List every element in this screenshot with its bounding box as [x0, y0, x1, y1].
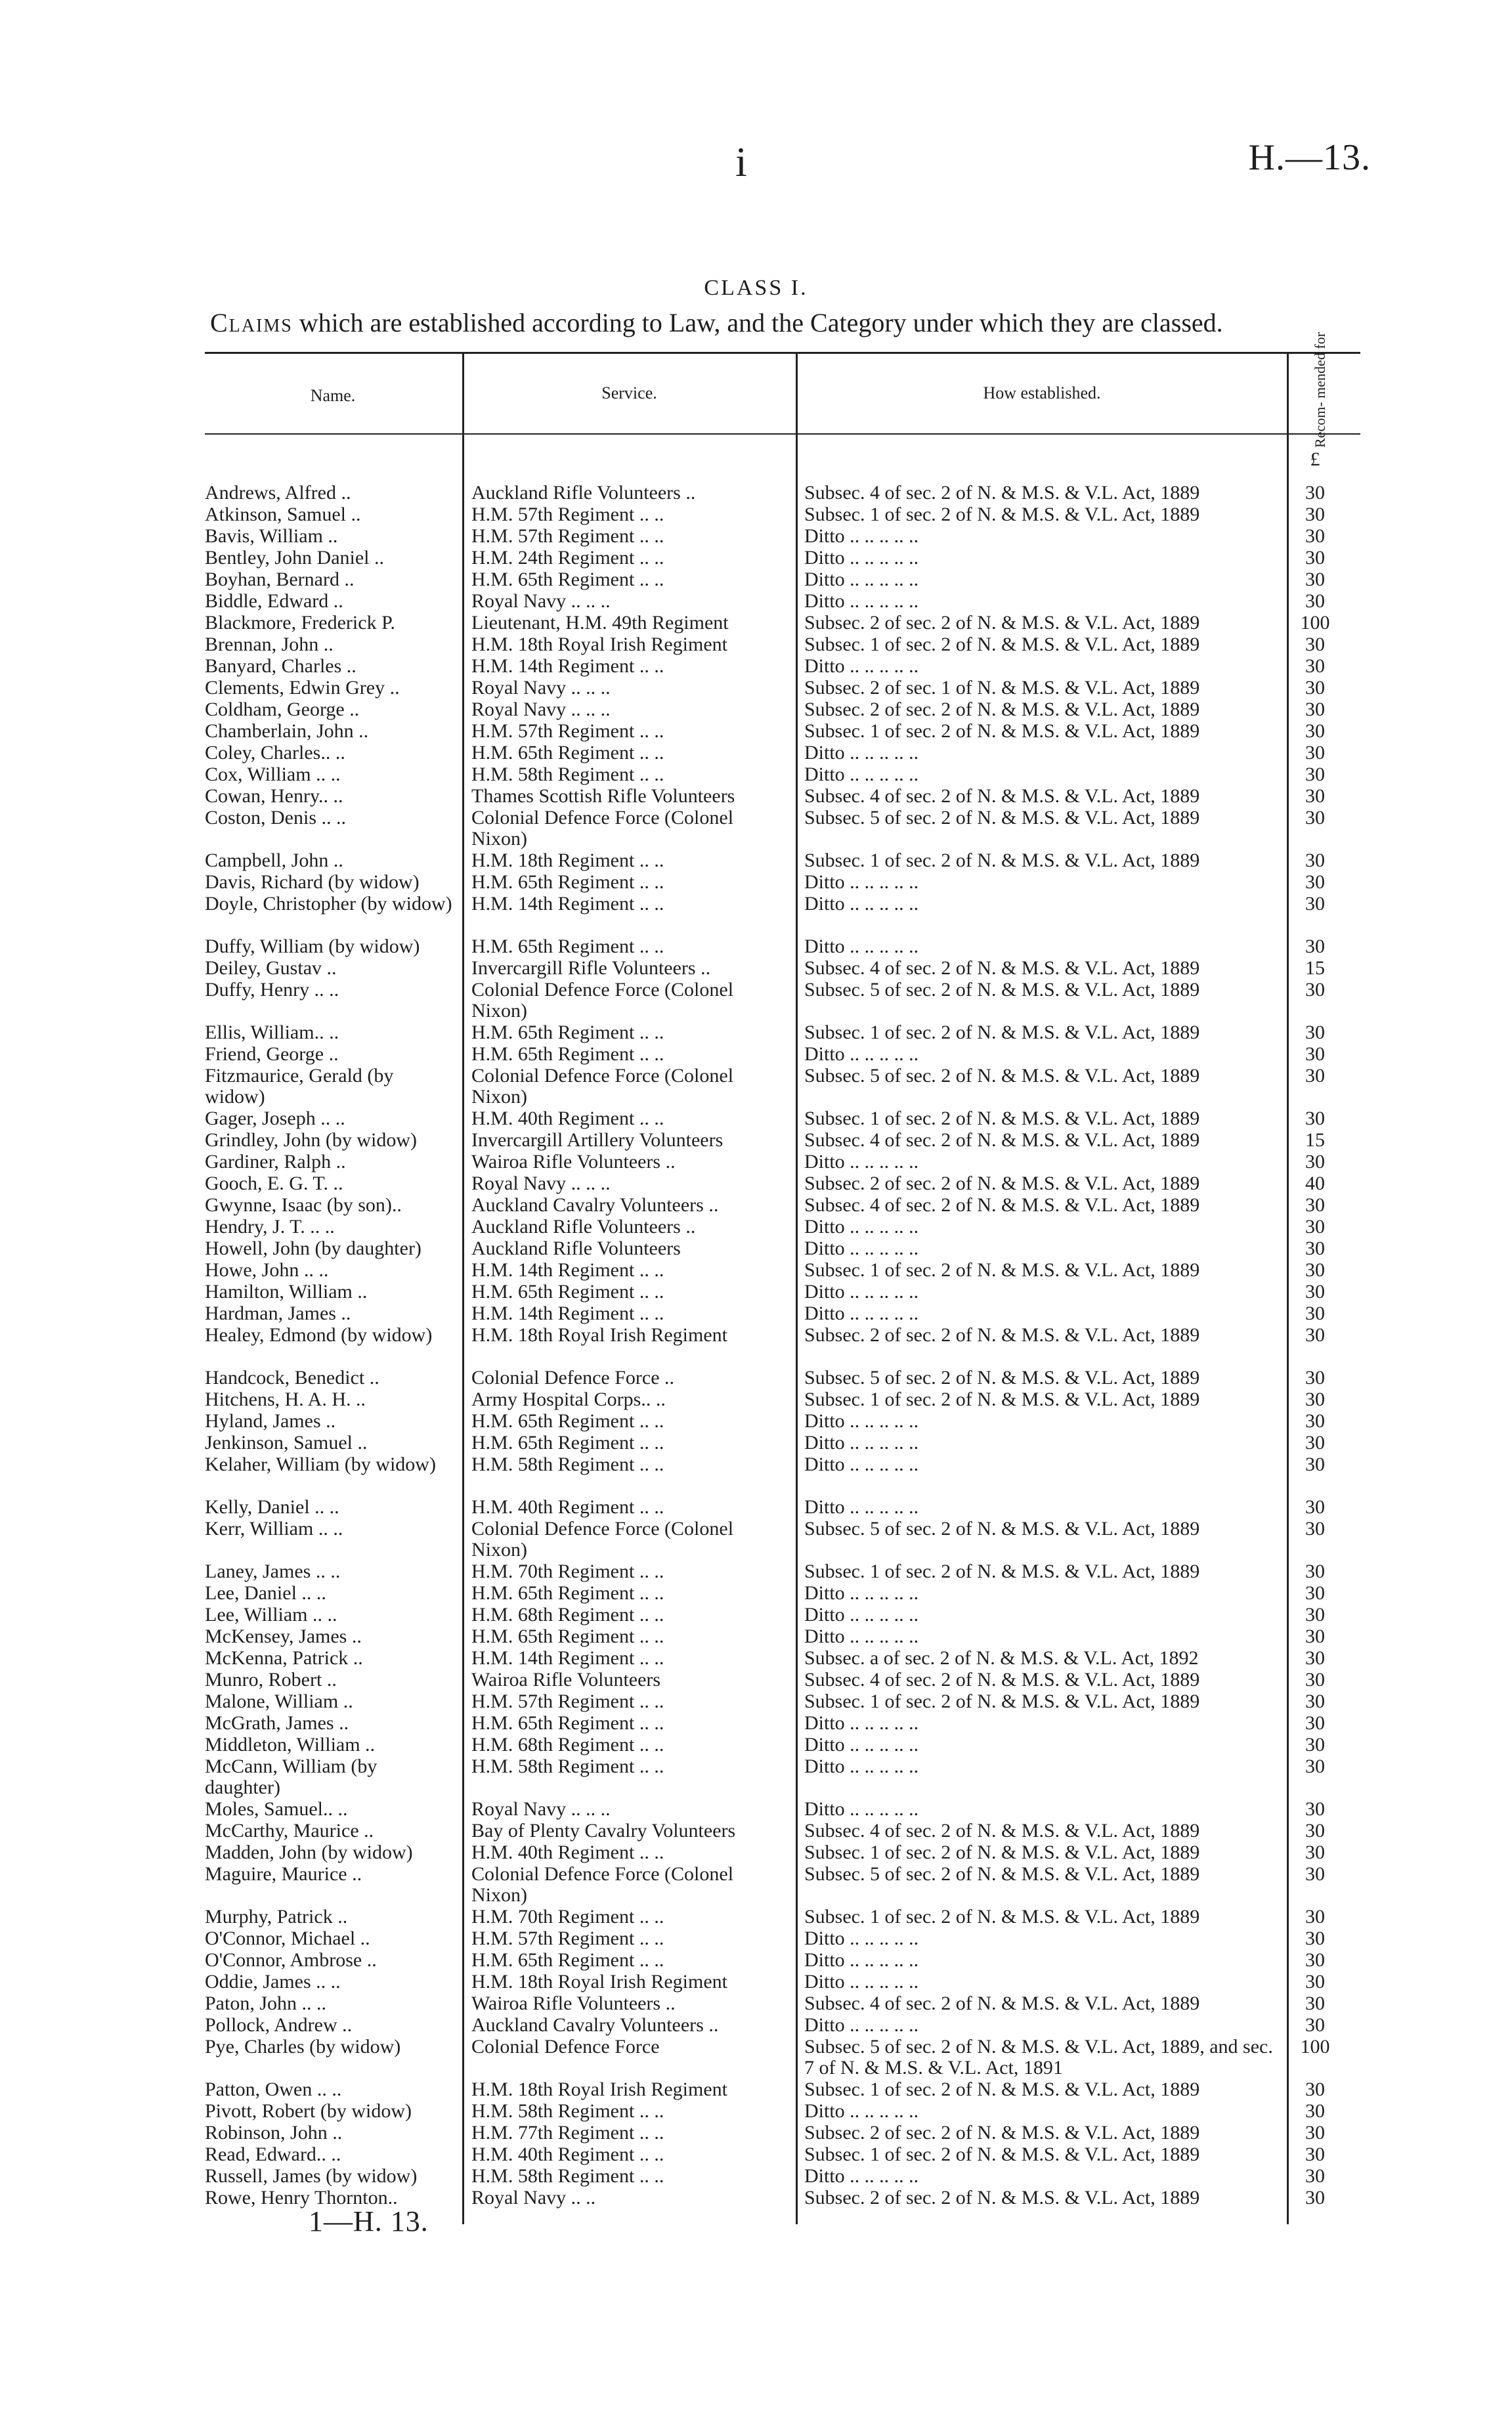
table-cell-service: Royal Navy .. .. ..	[471, 1173, 611, 1194]
table-cell-how: Subsec. 1 of sec. 2 of N. & M.S. & V.L. Act, 1889	[804, 1906, 1200, 1928]
table-cell-amount: 30	[1305, 1022, 1325, 1043]
table-cell-service: Colonial Defence Force	[471, 2036, 660, 2058]
table-cell-amount: 30	[1305, 590, 1325, 612]
table-cell-amount: 30	[1305, 1691, 1325, 1712]
table-cell-amount: 30	[1305, 1432, 1325, 1454]
table-cell-name: Clements, Edwin Grey ..	[205, 677, 400, 699]
table-cell-amount: 30	[1305, 1734, 1325, 1756]
table-cell-name: Chamberlain, John ..	[205, 720, 369, 742]
table-cell-name: Handcock, Benedict ..	[205, 1367, 379, 1389]
table-cell-name: Pye, Charles (by widow)	[205, 2036, 401, 2058]
table-cell-name: Bavis, William ..	[205, 525, 338, 547]
table-cell-how: Ditto .. .. .. .. ..	[804, 1216, 919, 1238]
table-cell-name: Hyland, James ..	[205, 1410, 336, 1432]
table-cell-amount: 30	[1305, 1281, 1325, 1303]
table-cell-service: H.M. 57th Regiment .. ..	[471, 1691, 664, 1712]
table-cell-how: Subsec. 5 of sec. 2 of N. & M.S. & V.L. Act, 1889	[804, 1367, 1200, 1389]
table-cell-how: Subsec. 2 of sec. 2 of N. & M.S. & V.L. Act, 1889	[804, 699, 1200, 720]
table-cell-name: McGrath, James ..	[205, 1712, 349, 1734]
table-cell-how: Subsec. 1 of sec. 2 of N. & M.S. & V.L. Act, 1889	[804, 2144, 1200, 2165]
table-cell-name: Brennan, John ..	[205, 634, 334, 655]
table-cell-service: H.M. 14th Regiment .. ..	[471, 655, 664, 677]
table-cell-how: Subsec. 1 of sec. 2 of N. & M.S. & V.L. Act, 1889	[804, 1108, 1200, 1129]
table-cell-amount: 30	[1305, 1324, 1325, 1346]
table-cell-name: Kerr, William .. ..	[205, 1518, 343, 1540]
table-cell-amount: 30	[1305, 1389, 1325, 1410]
table-cell-name: Patton, Owen .. ..	[205, 2079, 342, 2100]
table-cell-name: Ellis, William.. ..	[205, 1022, 339, 1043]
table-cell-how: Subsec. 2 of sec. 2 of N. & M.S. & V.L. Act, 1889	[804, 1173, 1200, 1194]
table-cell-how: Ditto .. .. .. .. ..	[804, 1604, 919, 1626]
table-cell-how: Subsec. a of sec. 2 of N. & M.S. & V.L. Act, 1892	[804, 1647, 1199, 1669]
table-cell-name: Middleton, William ..	[205, 1734, 376, 1756]
table-cell-service: H.M. 18th Royal Irish Regiment	[471, 1971, 727, 1993]
table-cell-service: H.M. 65th Regiment .. ..	[471, 1410, 664, 1432]
table-cell-service: Auckland Cavalry Volunteers ..	[471, 1194, 719, 1216]
table-cell-how: Ditto .. .. .. .. ..	[804, 1303, 919, 1324]
table-cell-service: H.M. 65th Regiment .. ..	[471, 1582, 664, 1604]
table-cell-name: Biddle, Edward ..	[205, 590, 343, 612]
column-header-service: Service.	[601, 383, 657, 402]
table-cell-amount: 30	[1305, 504, 1325, 525]
table-cell-name: Banyard, Charles ..	[205, 655, 356, 677]
table-cell-service: H.M. 65th Regiment .. ..	[471, 1712, 664, 1734]
table-cell-service: H.M. 68th Regiment .. ..	[471, 1604, 664, 1626]
table-cell-how: Ditto .. .. .. .. ..	[804, 936, 919, 957]
table-cell-name: Healey, Edmond (by widow)	[205, 1324, 433, 1346]
table-cell-service: Wairoa Rifle Volunteers ..	[471, 1993, 676, 2014]
table-cell-amount: 30	[1305, 482, 1325, 504]
table-cell-amount: 30	[1305, 1410, 1325, 1432]
table-cell-how: Ditto .. .. .. .. ..	[804, 1928, 919, 1949]
table-cell-name: Deiley, Gustav ..	[205, 957, 337, 979]
table-cell-name: McCann, William (by daughter)	[205, 1756, 378, 1798]
table-cell-how: Subsec. 1 of sec. 2 of N. & M.S. & V.L. Act, 1889	[804, 850, 1200, 871]
table-cell-service: H.M. 40th Regiment .. ..	[471, 1842, 664, 1863]
table-cell-how: Ditto .. .. .. .. ..	[804, 871, 919, 893]
currency-symbol: £	[1310, 448, 1320, 470]
table-cell-service: Invercargill Rifle Volunteers ..	[471, 957, 711, 979]
table-cell-name: Hendry, J. T. .. ..	[205, 1216, 335, 1238]
table-cell-name: Howell, John (by daughter)	[205, 1238, 421, 1259]
table-cell-amount: 30	[1305, 979, 1325, 1001]
table-cell-how: Ditto .. .. .. .. ..	[804, 569, 919, 590]
table-cell-amount: 30	[1305, 742, 1325, 764]
table-cell-service: H.M. 18th Regiment .. ..	[471, 850, 664, 871]
table-cell-service: H.M. 14th Regiment .. ..	[471, 1259, 664, 1281]
table-cell-how: Ditto .. .. .. .. ..	[804, 1971, 919, 1993]
class-subtitle-lead: Claims	[210, 308, 293, 337]
column-header-how: How established.	[983, 383, 1101, 402]
table-cell-how: Subsec. 1 of sec. 2 of N. & M.S. & V.L. Act, 1889	[804, 1842, 1200, 1863]
class-subtitle-rest: which are established according to Law, and the Category under which they are classed.	[292, 308, 1223, 337]
table-cell-amount: 30	[1305, 1454, 1325, 1475]
table-cell-how: Subsec. 5 of sec. 2 of N. & M.S. & V.L. Act, 1889	[804, 979, 1200, 1001]
table-cell-name: Cowan, Henry.. ..	[205, 785, 343, 807]
table-cell-how: Ditto .. .. .. .. ..	[804, 2100, 919, 2122]
table-cell-how: Ditto .. .. .. .. ..	[804, 1281, 919, 1303]
table-cell-service: H.M. 77th Regiment .. ..	[471, 2122, 664, 2144]
table-cell-name: Friend, George ..	[205, 1043, 339, 1065]
document-reference: H.—13.	[1248, 137, 1371, 178]
table-cell-how: Ditto .. .. .. .. ..	[804, 525, 919, 547]
table-cell-amount: 100	[1300, 2036, 1330, 2058]
table-cell-service: H.M. 58th Regiment .. ..	[471, 2165, 664, 2187]
table-cell-how: Ditto .. .. .. .. ..	[804, 893, 919, 915]
table-cell-amount: 30	[1305, 893, 1325, 915]
table-cell-amount: 30	[1305, 547, 1325, 569]
table-cell-how: Subsec. 5 of sec. 2 of N. & M.S. & V.L. Act, 1889	[804, 1518, 1200, 1540]
table-cell-how: Ditto .. .. .. .. ..	[804, 1949, 919, 1971]
table-cell-how: Subsec. 1 of sec. 2 of N. & M.S. & V.L. Act, 1889	[804, 1561, 1200, 1582]
table-cell-service: H.M. 14th Regiment .. ..	[471, 1647, 664, 1669]
table-cell-how: Ditto .. .. .. .. ..	[804, 1734, 919, 1756]
table-cell-how: Ditto .. .. .. .. ..	[804, 1454, 919, 1475]
table-cell-service: Colonial Defence Force (Colonel Nixon)	[471, 1065, 734, 1108]
table-cell-amount: 30	[1305, 1604, 1325, 1626]
table-cell-amount: 30	[1305, 1647, 1325, 1669]
footer-signature: 1—H. 13.	[309, 2205, 429, 2237]
table-cell-how: Subsec. 4 of sec. 2 of N. & M.S. & V.L. Act, 1889	[804, 785, 1200, 807]
table-cell-amount: 30	[1305, 720, 1325, 742]
table-cell-amount: 30	[1305, 1108, 1325, 1129]
table-cell-how: Ditto .. .. .. .. ..	[804, 655, 919, 677]
table-cell-service: Bay of Plenty Cavalry Volunteers	[471, 1820, 736, 1842]
table-cell-name: Maguire, Maurice ..	[205, 1863, 362, 1885]
table-cell-how: Subsec. 1 of sec. 2 of N. & M.S. & V.L. Act, 1889	[804, 504, 1200, 525]
table-cell-amount: 30	[1305, 764, 1325, 785]
table-cell-service: H.M. 57th Regiment .. ..	[471, 1928, 664, 1949]
table-cell-service: H.M. 65th Regiment .. ..	[471, 1022, 664, 1043]
table-cell-amount: 30	[1305, 1971, 1325, 1993]
table-cell-service: H.M. 58th Regiment .. ..	[471, 1454, 664, 1475]
table-cell-service: H.M. 65th Regiment .. ..	[471, 1281, 664, 1303]
table-cell-service: Royal Navy .. .. ..	[471, 677, 611, 699]
table-cell-service: H.M. 57th Regiment .. ..	[471, 525, 664, 547]
table-cell-name: Pivott, Robert (by widow)	[205, 2100, 412, 2122]
table-cell-service: H.M. 65th Regiment .. ..	[471, 569, 664, 590]
table-cell-service: H.M. 40th Regiment .. ..	[471, 1496, 664, 1518]
table-cell-how: Subsec. 4 of sec. 2 of N. & M.S. & V.L. Act, 1889	[804, 1194, 1200, 1216]
table-cell-name: Blackmore, Frederick P.	[205, 612, 395, 634]
table-cell-name: Gwynne, Isaac (by son)..	[205, 1194, 402, 1216]
table-cell-amount: 30	[1305, 2187, 1325, 2209]
table-cell-service: Colonial Defence Force (Colonel Nixon)	[471, 807, 734, 850]
table-cell-amount: 30	[1305, 936, 1325, 957]
table-cell-service: Royal Navy .. .. ..	[471, 699, 611, 720]
table-cell-name: Gooch, E. G. T. ..	[205, 1173, 343, 1194]
table-cell-name: Cox, William .. ..	[205, 764, 341, 785]
table-cell-amount: 30	[1305, 1259, 1325, 1281]
table-cell-service: H.M. 65th Regiment .. ..	[471, 936, 664, 957]
table-cell-how: Ditto .. .. .. .. ..	[804, 2014, 919, 2036]
table-cell-service: Royal Navy .. .. ..	[471, 590, 611, 612]
table-cell-service: Royal Navy .. ..	[471, 2187, 596, 2209]
table-cell-how: Ditto .. .. .. .. ..	[804, 742, 919, 764]
table-cell-amount: 30	[1305, 677, 1325, 699]
table-cell-how: Subsec. 2 of sec. 2 of N. & M.S. & V.L. Act, 1889	[804, 2122, 1200, 2144]
table-cell-service: Colonial Defence Force (Colonel Nixon)	[471, 979, 734, 1022]
table-cell-how: Subsec. 2 of sec. 2 of N. & M.S. & V.L. Act, 1889	[804, 1324, 1200, 1346]
table-cell-name: Jenkinson, Samuel ..	[205, 1432, 368, 1454]
table-cell-how: Ditto .. .. .. .. ..	[804, 1238, 919, 1259]
table-cell-service: Auckland Rifle Volunteers ..	[471, 1216, 696, 1238]
table-cell-how: Subsec. 2 of sec. 2 of N. & M.S. & V.L. Act, 1889	[804, 2187, 1200, 2209]
table-cell-amount: 30	[1305, 1820, 1325, 1842]
table-cell-amount: 15	[1305, 957, 1325, 979]
table-cell-how: Ditto .. .. .. .. ..	[804, 547, 919, 569]
table-cell-amount: 30	[1305, 1216, 1325, 1238]
table-cell-name: Hardman, James ..	[205, 1303, 351, 1324]
table-cell-name: Rowe, Henry Thornton..	[205, 2187, 398, 2209]
table-cell-how: Subsec. 5 of sec. 2 of N. & M.S. & V.L. Act, 1889	[804, 1065, 1200, 1087]
table-cell-amount: 30	[1305, 1842, 1325, 1863]
table-cell-name: Madden, John (by widow)	[205, 1842, 413, 1863]
table-cell-amount: 30	[1305, 2122, 1325, 2144]
table-cell-service: Colonial Defence Force (Colonel Nixon)	[471, 1863, 734, 1906]
table-cell-service: Army Hospital Corps.. ..	[471, 1389, 666, 1410]
table-cell-how: Subsec. 1 of sec. 2 of N. & M.S. & V.L. Act, 1889	[804, 634, 1200, 655]
table-cell-amount: 30	[1305, 525, 1325, 547]
table-cell-amount: 30	[1305, 1194, 1325, 1216]
table-cell-how: Subsec. 1 of sec. 2 of N. & M.S. & V.L. Act, 1889	[804, 2079, 1200, 2100]
table-cell-service: H.M. 65th Regiment .. ..	[471, 1626, 664, 1647]
table-cell-how: Ditto .. .. .. .. ..	[804, 764, 919, 785]
table-cell-amount: 30	[1305, 2079, 1325, 2100]
table-cell-service: H.M. 65th Regiment .. ..	[471, 871, 664, 893]
table-cell-how: Ditto .. .. .. .. ..	[804, 1756, 919, 1777]
table-cell-name: Atkinson, Samuel ..	[205, 504, 361, 525]
table-cell-service: H.M. 40th Regiment .. ..	[471, 1108, 664, 1129]
table-cell-name: O'Connor, Ambrose ..	[205, 1949, 377, 1971]
table-cell-service: H.M. 14th Regiment .. ..	[471, 893, 664, 915]
table-cell-service: H.M. 18th Royal Irish Regiment	[471, 1324, 727, 1346]
table-cell-name: Hitchens, H. A. H. ..	[205, 1389, 366, 1410]
table-cell-how: Ditto .. .. .. .. ..	[804, 1712, 919, 1734]
table-cell-amount: 30	[1305, 1151, 1325, 1173]
table-cell-service: H.M. 58th Regiment .. ..	[471, 2100, 664, 2122]
table-cell-amount: 30	[1305, 1993, 1325, 2014]
table-cell-service: H.M. 58th Regiment .. ..	[471, 1756, 664, 1777]
table-cell-how: Ditto .. .. .. .. ..	[804, 1432, 919, 1454]
table-cell-amount: 40	[1305, 1173, 1325, 1194]
table-cell-name: Andrews, Alfred ..	[205, 482, 351, 504]
table-cell-amount: 30	[1305, 1756, 1325, 1777]
table-cell-how: Subsec. 5 of sec. 2 of N. & M.S. & V.L. Act, 1889	[804, 1863, 1200, 1885]
table-cell-service: H.M. 18th Royal Irish Regiment	[471, 634, 727, 655]
table-cell-how: Ditto .. .. .. .. ..	[804, 1626, 919, 1647]
table-cell-amount: 30	[1305, 2165, 1325, 2187]
table-cell-amount: 30	[1305, 569, 1325, 590]
table-cell-how: Subsec. 1 of sec. 2 of N. & M.S. & V.L. Act, 1889	[804, 1259, 1200, 1281]
table-cell-service: H.M. 70th Regiment .. ..	[471, 1906, 664, 1928]
table-cell-name: Grindley, John (by widow)	[205, 1129, 418, 1151]
table-cell-name: Robinson, John ..	[205, 2122, 343, 2144]
table-cell-name: O'Connor, Michael ..	[205, 1928, 370, 1949]
table-cell-how: Subsec. 1 of sec. 2 of N. & M.S. & V.L. Act, 1889	[804, 720, 1200, 742]
table-cell-how: Subsec. 1 of sec. 2 of N. & M.S. & V.L. Act, 1889	[804, 1022, 1200, 1043]
table-cell-service: H.M. 65th Regiment .. ..	[471, 742, 664, 764]
page-number: i	[735, 139, 747, 185]
table-cell-service: Colonial Defence Force (Colonel Nixon)	[471, 1518, 734, 1561]
table-cell-name: Gardiner, Ralph ..	[205, 1151, 346, 1173]
table-cell-name: Bentley, John Daniel ..	[205, 547, 385, 569]
table-cell-how: Subsec. 4 of sec. 2 of N. & M.S. & V.L. Act, 1889	[804, 1820, 1200, 1842]
table-cell-name: Campbell, John ..	[205, 850, 343, 871]
table-cell-how: Ditto .. .. .. .. ..	[804, 1582, 919, 1604]
table-cell-name: Howe, John .. ..	[205, 1259, 329, 1281]
table-cell-name: Lee, William .. ..	[205, 1604, 337, 1626]
table-cell-name: Pollock, Andrew ..	[205, 2014, 353, 2036]
table-cell-amount: 100	[1300, 612, 1330, 634]
table-cell-service: Invercargill Artillery Volunteers	[471, 1129, 724, 1151]
table-cell-amount: 30	[1305, 699, 1325, 720]
table-cell-service: H.M. 57th Regiment .. ..	[471, 720, 664, 742]
table-cell-how: Subsec. 4 of sec. 2 of N. & M.S. & V.L. Act, 1889	[804, 957, 1200, 979]
table-cell-name: Duffy, William (by widow)	[205, 936, 420, 957]
table-cell-how: Subsec. 4 of sec. 2 of N. & M.S. & V.L. Act, 1889	[804, 482, 1200, 504]
table-cell-name: Russell, James (by widow)	[205, 2165, 418, 2187]
table-cell-how: Ditto .. .. .. .. ..	[804, 1496, 919, 1518]
table-cell-service: H.M. 40th Regiment .. ..	[471, 2144, 664, 2165]
table-cell-how: Subsec. 2 of sec. 1 of N. & M.S. & V.L. Act, 1889	[804, 677, 1200, 699]
table-cell-how: Subsec. 1 of sec. 2 of N. & M.S. & V.L. Act, 1889	[804, 1389, 1200, 1410]
table-cell-amount: 30	[1305, 1367, 1325, 1389]
table-cell-service: H.M. 65th Regiment .. ..	[471, 1043, 664, 1065]
table-cell-service: Wairoa Rifle Volunteers	[471, 1669, 661, 1691]
table-cell-how: Ditto .. .. .. .. ..	[804, 1798, 919, 1820]
table-cell-how: Ditto .. .. .. .. ..	[804, 2165, 919, 2187]
table-cell-how: Subsec. 5 of sec. 2 of N. & M.S. & V.L. Act, 1889	[804, 807, 1200, 829]
table-cell-service: Colonial Defence Force ..	[471, 1367, 675, 1389]
table-cell-amount: 30	[1305, 785, 1325, 807]
table-cell-how: Subsec. 5 of sec. 2 of N. & M.S. & V.L. Act, 1889, and sec. 7 of N. & M.S. & V.L. Act, 1891	[804, 2036, 1273, 2079]
table-cell-service: H.M. 58th Regiment .. ..	[471, 764, 664, 785]
table-cell-service: H.M. 70th Regiment .. ..	[471, 1561, 664, 1582]
table-cell-name: Moles, Samuel.. ..	[205, 1798, 348, 1820]
table-cell-name: Laney, James .. ..	[205, 1561, 341, 1582]
table-cell-amount: 30	[1305, 850, 1325, 871]
table-cell-how: Subsec. 4 of sec. 2 of N. & M.S. & V.L. Act, 1889	[804, 1129, 1200, 1151]
table-cell-service: H.M. 68th Regiment .. ..	[471, 1734, 664, 1756]
table-cell-service: Lieutenant, H.M. 49th Regiment	[471, 612, 729, 634]
table-cell-amount: 30	[1305, 1496, 1325, 1518]
table-cell-name: Coley, Charles.. ..	[205, 742, 345, 764]
table-cell-amount: 30	[1305, 1518, 1325, 1540]
table-cell-name: Duffy, Henry .. ..	[205, 979, 339, 1001]
table-cell-amount: 30	[1305, 1863, 1325, 1885]
table-cell-name: McKensey, James ..	[205, 1626, 362, 1647]
table-cell-service: H.M. 18th Royal Irish Regiment	[471, 2079, 727, 2100]
table-cell-name: Munro, Robert ..	[205, 1669, 337, 1691]
class-title: CLASS I.	[704, 276, 808, 300]
table-cell-how: Subsec. 2 of sec. 2 of N. & M.S. & V.L. Act, 1889	[804, 612, 1200, 634]
table-cell-amount: 30	[1305, 1906, 1325, 1928]
table-cell-amount: 30	[1305, 1238, 1325, 1259]
table-cell-service: Auckland Cavalry Volunteers ..	[471, 2014, 719, 2036]
table-cell-how: Ditto .. .. .. .. ..	[804, 1151, 919, 1173]
table-cell-service: H.M. 65th Regiment .. ..	[471, 1432, 664, 1454]
table-cell-service: Royal Navy .. .. ..	[471, 1798, 611, 1820]
table-cell-service: H.M. 65th Regiment .. ..	[471, 1949, 664, 1971]
table-cell-service: H.M. 14th Regiment .. ..	[471, 1303, 664, 1324]
table-cell-amount: 30	[1305, 1928, 1325, 1949]
table-cell-name: Fitzmaurice, Gerald (by widow)	[205, 1065, 394, 1108]
table-cell-amount: 30	[1305, 1949, 1325, 1971]
table-cell-name: Kelly, Daniel .. ..	[205, 1496, 339, 1518]
table-cell-service: H.M. 24th Regiment .. ..	[471, 547, 664, 569]
table-cell-amount: 30	[1305, 1582, 1325, 1604]
table-cell-name: McCarthy, Maurice ..	[205, 1820, 374, 1842]
table-cell-amount: 30	[1305, 1669, 1325, 1691]
table-cell-how: Ditto .. .. .. .. ..	[804, 590, 919, 612]
table-cell-amount: 15	[1305, 1129, 1325, 1151]
table-cell-amount: 30	[1305, 655, 1325, 677]
table-cell-name: Oddie, James .. ..	[205, 1971, 341, 1993]
table-cell-amount: 30	[1305, 871, 1325, 893]
table-cell-service: Thames Scottish Rifle Volunteers	[471, 785, 735, 807]
table-cell-amount: 30	[1305, 634, 1325, 655]
table-cell-how: Ditto .. .. .. .. ..	[804, 1410, 919, 1432]
table-cell-amount: 30	[1305, 1303, 1325, 1324]
column-header-recommended-text: Recom- mended for	[1312, 332, 1328, 448]
table-cell-how: Ditto .. .. .. .. ..	[804, 1043, 919, 1065]
table-cell-name: Read, Edward.. ..	[205, 2144, 341, 2165]
table-cell-amount: 30	[1305, 1065, 1325, 1087]
table-cell-amount: 30	[1305, 1798, 1325, 1820]
table-cell-how: Subsec. 1 of sec. 2 of N. & M.S. & V.L. Act, 1889	[804, 1691, 1200, 1712]
table-cell-name: Davis, Richard (by widow)	[205, 871, 420, 893]
table-cell-name: Coston, Denis .. ..	[205, 807, 347, 829]
table-cell-service: Auckland Rifle Volunteers	[471, 1238, 681, 1259]
table-cell-amount: 30	[1305, 1043, 1325, 1065]
table-cell-name: Malone, William ..	[205, 1691, 353, 1712]
table-cell-name: Kelaher, William (by widow)	[205, 1454, 436, 1475]
table-cell-name: Doyle, Christopher (by widow)	[205, 893, 452, 915]
table-cell-name: McKenna, Patrick ..	[205, 1647, 363, 1669]
table-cell-service: Auckland Rifle Volunteers ..	[471, 482, 696, 504]
table-cell-name: Paton, John .. ..	[205, 1993, 327, 2014]
table-cell-amount: 30	[1305, 2014, 1325, 2036]
table-cell-name: Gager, Joseph .. ..	[205, 1108, 345, 1129]
table-cell-how: Subsec. 4 of sec. 2 of N. & M.S. & V.L. Act, 1889	[804, 1669, 1200, 1691]
table-cell-service: H.M. 57th Regiment .. ..	[471, 504, 664, 525]
table-cell-service: Wairoa Rifle Volunteers ..	[471, 1151, 676, 1173]
table-cell-how: Subsec. 4 of sec. 2 of N. & M.S. & V.L. Act, 1889	[804, 1993, 1200, 2014]
column-header-name: Name.	[310, 386, 356, 405]
table-cell-amount: 30	[1305, 1712, 1325, 1734]
table-cell-name: Murphy, Patrick ..	[205, 1906, 348, 1928]
table-cell-name: Hamilton, William ..	[205, 1281, 368, 1303]
table-cell-name: Boyhan, Bernard ..	[205, 569, 355, 590]
table-cell-amount: 30	[1305, 807, 1325, 829]
table-cell-name: Coldham, George ..	[205, 699, 360, 720]
table-cell-name: Lee, Daniel .. ..	[205, 1582, 326, 1604]
table-cell-amount: 30	[1305, 2144, 1325, 2165]
table-cell-amount: 30	[1305, 1561, 1325, 1582]
table-cell-amount: 30	[1305, 1626, 1325, 1647]
table-cell-amount: 30	[1305, 2100, 1325, 2122]
